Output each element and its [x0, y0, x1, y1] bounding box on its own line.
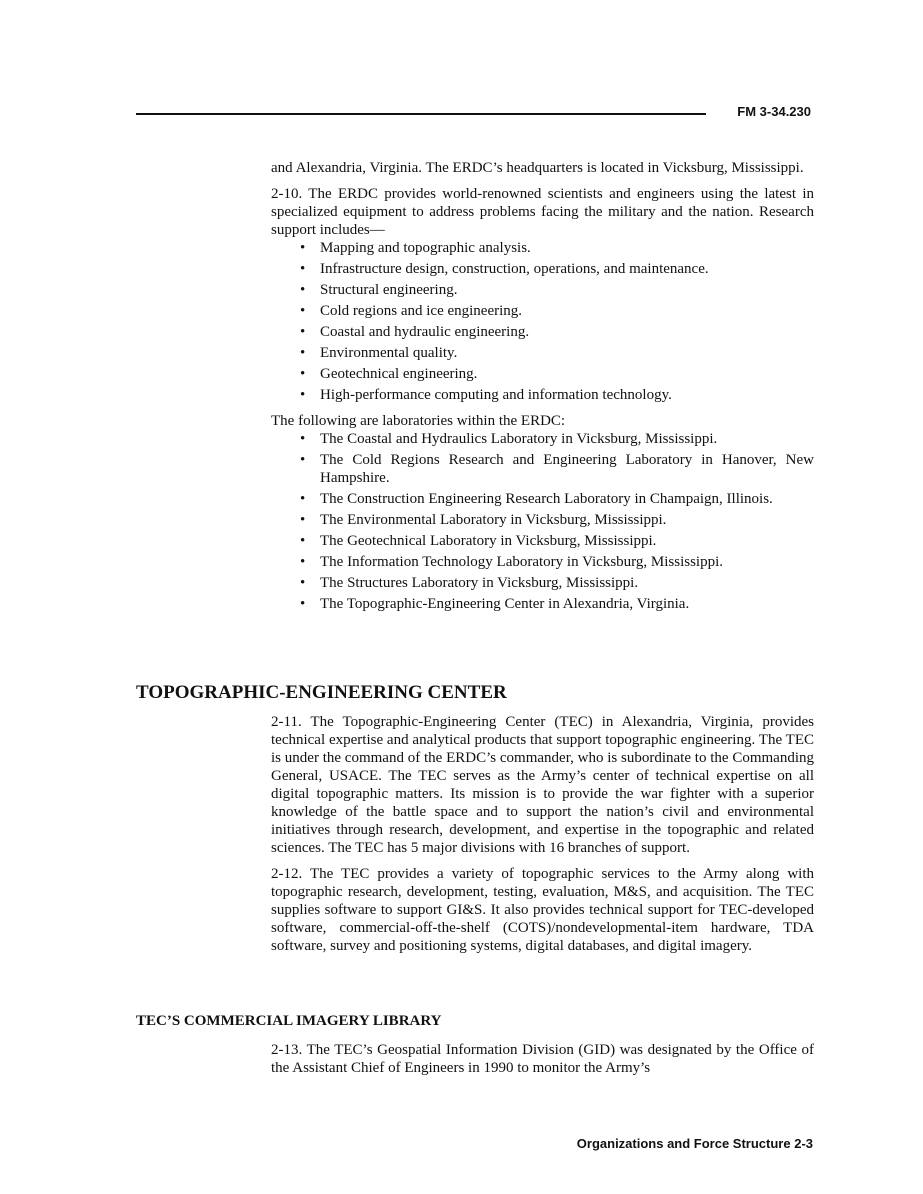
- list-item: • The Construction Engineering Research Laboratory in Champaign, Illinois.: [271, 490, 814, 508]
- list-item: • Cold regions and ice engineering.: [271, 302, 814, 320]
- laboratories-list: [271, 430, 814, 613]
- list-item: • The Cold Regions Research and Engineering Laboratory in Hanover, New Hampshire.: [271, 451, 814, 487]
- subsection-heading-imagery-library: TEC’S COMMERCIAL IMAGERY LIBRARY: [136, 1013, 442, 1029]
- erdc-body: [271, 159, 814, 616]
- list-item: • The Geotechnical Laboratory in Vicksburg, Mississippi.: [271, 532, 814, 550]
- list-item: • The Topographic-Engineering Center in Alexandria, Virginia.: [271, 595, 814, 613]
- tec-body: [271, 713, 814, 955]
- list-item: • Geotechnical engineering.: [271, 365, 814, 383]
- paragraph-2-10: 2-10. The ERDC provides world-renowned scientists and engineers using the latest in specialized equipment to address problems facing the military and the nation. Research support includes—: [271, 186, 814, 238]
- list-item: • Environmental quality.: [271, 344, 814, 362]
- list-item: • The Structures Laboratory in Vicksburg, Mississippi.: [271, 574, 814, 592]
- document-number: FM 3-34.230: [737, 104, 811, 119]
- paragraph-2-12: 2-12. The TEC provides a variety of topographic services to the Army along with topographic research, development, testing, evaluation, M&S, and acquisition. The TEC supplies software to support GI&S. It also provides technical support for TEC-developed software, commercial-off-the-shelf (COTS)/nondevelopmental-item hardware, TDA software, survey and positioning systems, digital databases, and digital imagery.: [271, 866, 814, 954]
- paragraph-2-11: 2-11. The Topographic-Engineering Center (TEC) in Alexandria, Virginia, provides technical expertise and analytical products that support topographic engineering. The TEC is under the command of the ERDC’s commander, who is subordinate to the Commanding General, USACE. The TEC serves as the Army’s center of technical expertise on all digital topographic matters. Its mission is to provide the war fighter with a superior knowledge of the battle space and to support the nation’s civil and environmental initiatives through research, development, and expertise in the topographic and related sciences. The TEC has 5 major divisions with 16 branches of support.: [271, 714, 814, 856]
- list-item: • Coastal and hydraulic engineering.: [271, 323, 814, 341]
- list-item: • Structural engineering.: [271, 281, 814, 299]
- list-item: • The Information Technology Laboratory in Vicksburg, Mississippi.: [271, 553, 814, 571]
- list-item: • Mapping and topographic analysis.: [271, 239, 814, 257]
- paragraph-continuation: and Alexandria, Virginia. The ERDC’s headquarters is located in Vicksburg, Mississippi.: [271, 160, 804, 176]
- list-item: • High-performance computing and information technology.: [271, 386, 814, 404]
- labs-intro: The following are laboratories within the ERDC:: [271, 413, 566, 429]
- list-item: • The Coastal and Hydraulics Laboratory in Vicksburg, Mississippi.: [271, 430, 814, 448]
- research-support-list: [271, 239, 814, 404]
- page-footer: Organizations and Force Structure 2-3: [576, 1136, 813, 1151]
- list-item: • The Environmental Laboratory in Vicksburg, Mississippi.: [271, 511, 814, 529]
- list-item: • Infrastructure design, construction, operations, and maintenance.: [271, 260, 814, 278]
- section-heading-tec: TOPOGRAPHIC-ENGINEERING CENTER: [136, 682, 507, 703]
- header-rule: [136, 113, 706, 115]
- imagery-library-body: [271, 1041, 814, 1077]
- paragraph-2-13: 2-13. The TEC’s Geospatial Information Division (GID) was designated by the Office of the Assistant Chief of Engineers in 1990 to monitor the Army’s: [271, 1042, 814, 1076]
